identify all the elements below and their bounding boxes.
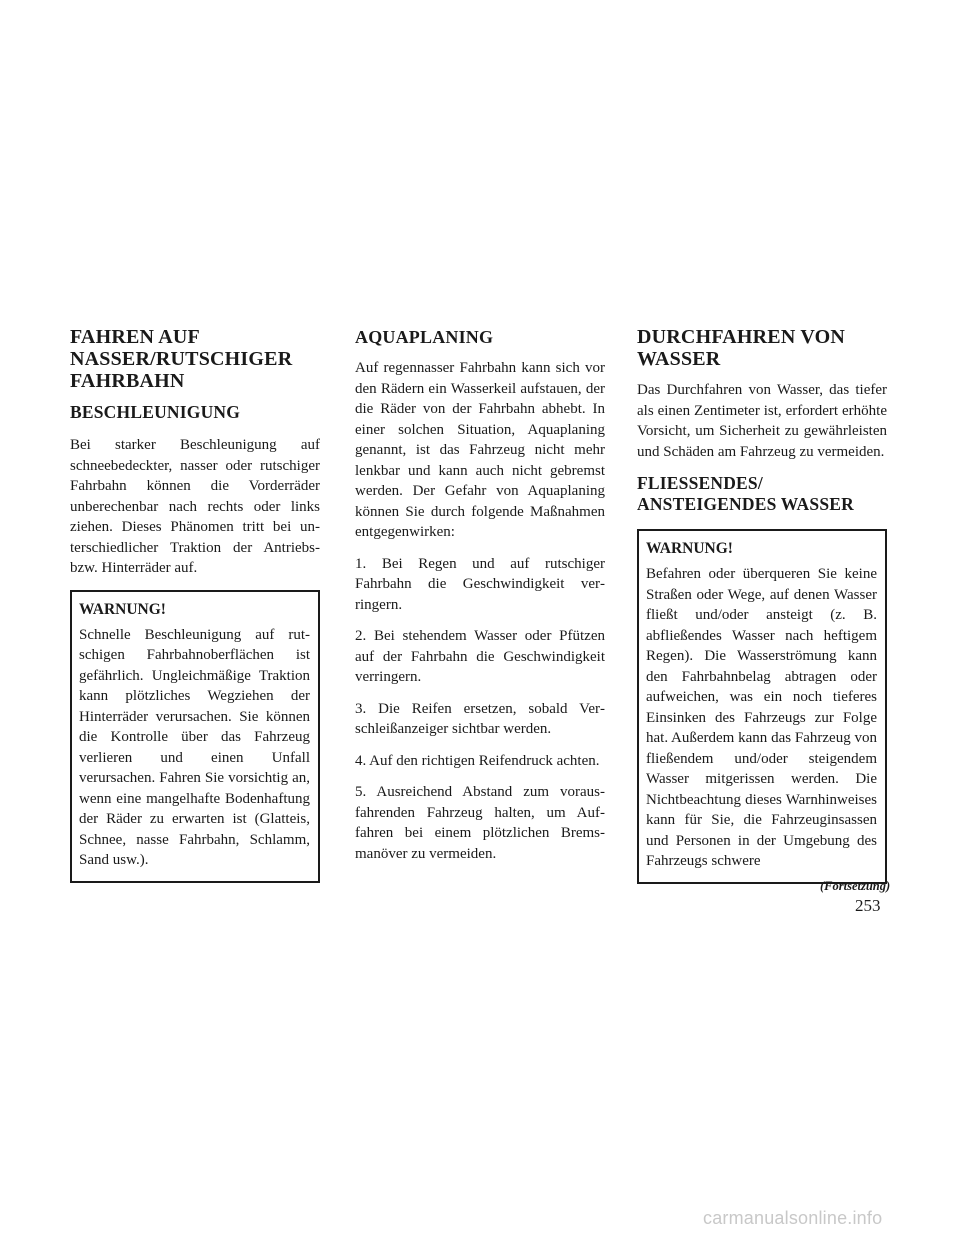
list-item: 4. Auf den richtigen Reifendruck achten. [355, 752, 600, 769]
section-title-driving-through-water: DURCHFAHREN VON WASSER [637, 326, 845, 370]
water-paragraph: Das Durchfahren von Wasser, das tiefer als einen Zentimeter ist, erfordert erhöhte Vorsicht, um Sicherheit zu gewährleisten und Schäden am Fahrzeug zu vermeiden. [637, 382, 887, 460]
list-item: 1. Bei Regen und auf rutschiger Fahrbahn die Geschwindigkeit verringern. [355, 555, 605, 613]
warning-title: WARNUNG! [79, 600, 166, 618]
list-item: 5. Ausreichend Abstand zum vorausfahrenden Fahrzeug halten, um Auffahren bei einem plötzlichen Bremsmanöver zu vermeiden. [355, 784, 605, 862]
warning-text: Schnelle Beschleunigung auf rutschigen Fahrbahnoberflächen ist gefährlich. Ungleichmäßige Traktion kann plötzliches Wegziehen der Hinterräder verursachen. Sie können die Kontrolle über das Fahrzeug verlieren und einen Unfall verursachen. Fahren Sie vorsichtig an, wenn eine mangelhafte Bodenhaftung der Räder zu erwarten ist (Glatteis, Schnee, nasse Fahrbahn, Schlamm, Sand usw.). [79, 626, 310, 868]
section-title-aquaplaning: AQUAPLANING [355, 327, 494, 347]
subheading-acceleration: BESCHLEUNIGUNG [70, 402, 241, 422]
list-item: 2. Bei stehendem Wasser oder Pfützen auf der Fahrbahn die Geschwindigkeit verringern. [355, 628, 605, 685]
warning-box-acceleration [70, 590, 320, 883]
warning-text: Befahren oder überqueren Sie keine Straßen oder Wege, auf denen Wasser fließt und/oder ansteigt (z. B. abfließendes Wasser nach heftigem Regen). Die Wasserströmung kann den Fahrbahnbelag abtragen oder aufweichen, was ein noch tieferes Einsinken des Fahrzeugs zur Folge hat. Außerdem kann das Fahrzeug von fließendem und/oder steigendem Wasser mitgerissen werden. Die Nichtbeachtung dieses Warnhinweises kann für Sie, die Fahrzeuginsassen und Personen in der Umgebung des Fahrzeugs schwere [646, 566, 877, 869]
watermark: carmanualsonline.info [703, 1208, 883, 1228]
aquaplaning-intro: Auf regennasser Fahrbahn kann sich vor den Rädern ein Wasserkeil aufstauen, der die Räder von der Fahrbahn abhebt. In einer solchen Situation, Aquaplaning genannt, ist das Fahrzeug nicht mehr lenkbar und kann auch nicht gebremst werden. Der Gefahr von Aquaplaning können Sie durch folgende Maßnahmen entgegenwirken: [355, 360, 605, 540]
column-2 [355, 326, 605, 875]
column-3 [637, 326, 887, 884]
acceleration-paragraph: Bei starker Beschleunigung auf schneebedeckter, nasser oder rutschiger Fahrbahn können die Vorderräder unberechenbar nach rechts oder links ziehen. Dieses Phänomen tritt bei unterschiedlicher Traktion der Antriebs- bzw. Hinterräder auf. [70, 437, 320, 576]
page-number: 253 [855, 896, 881, 915]
continued-label: (Fortsetzung) [820, 879, 891, 893]
list-item: 3. Die Reifen ersetzen, sobald Verschleißanzeiger sichtbar werden. [355, 700, 605, 737]
subheading-flowing-rising-water: FLIESSENDES/ ANSTEIGENDES WASSER [637, 473, 854, 514]
warning-title: WARNUNG! [646, 540, 733, 557]
section-title-wet-slippery-road: FAHREN AUF NASSER/RUTSCHIGER FAHRBAHN [70, 326, 293, 392]
warning-box-flowing-water [637, 529, 887, 884]
column-1 [70, 326, 320, 883]
